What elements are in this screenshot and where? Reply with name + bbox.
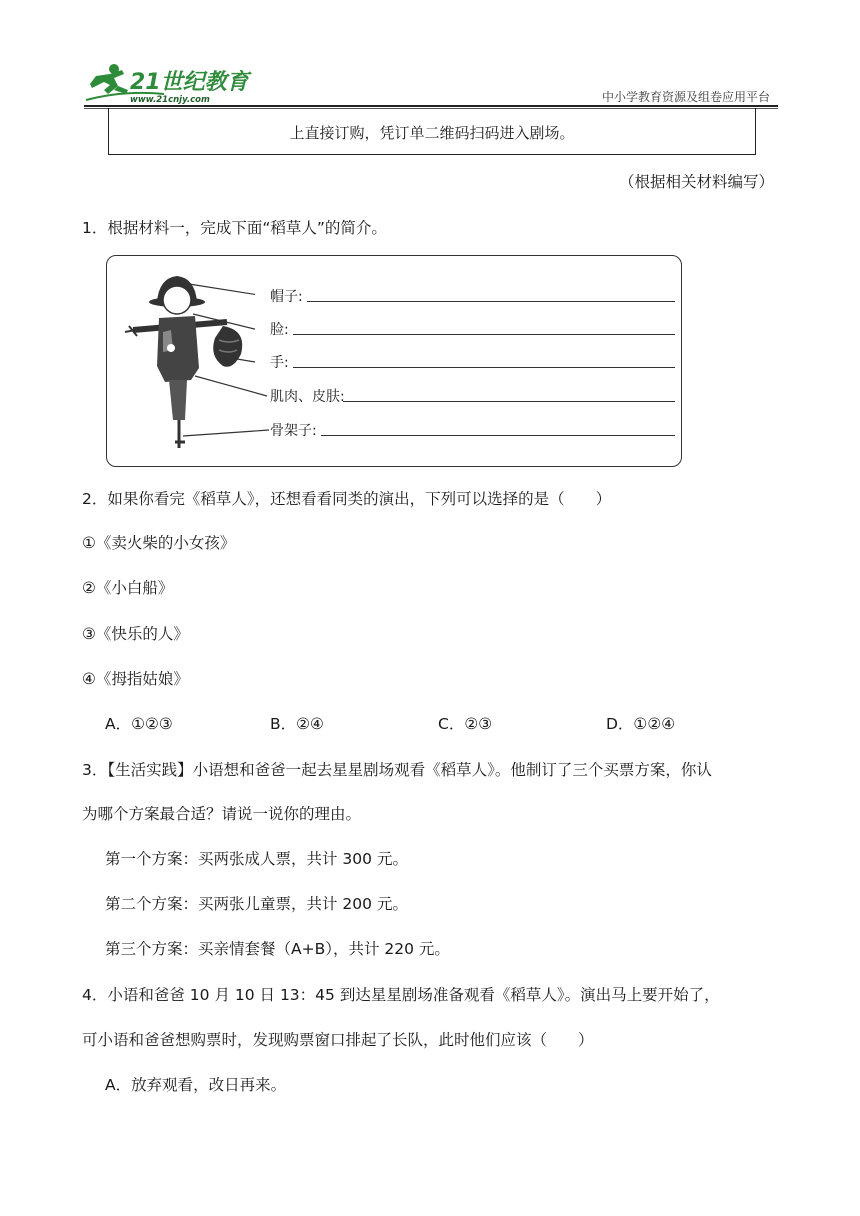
material-box: 上直接订购，凭订单二维码扫码进入剧场。 [108,108,756,155]
skeleton-blank[interactable] [321,435,675,436]
logo-url: www.21cnjy.com [130,95,210,105]
hand-label: 手: [270,355,289,371]
hand-blank[interactable] [293,367,675,368]
q2-choice-c[interactable]: C．②③ [438,715,493,733]
face-label: 脸: [270,322,289,338]
face-blank[interactable] [293,334,675,335]
pointer-lines [107,256,683,468]
scarecrow-figure [106,255,682,467]
runner-logo-icon [84,60,254,106]
q2-item-3: ③《快乐的人》 [82,625,189,643]
hat-label: 帽子: [270,289,303,305]
q4-option-a[interactable]: A．放弃观看，改日再来。 [105,1076,287,1094]
q2-choice-b[interactable]: B．②④ [270,715,324,733]
skeleton-label: 骨架子: [270,423,317,439]
question-4-line-1: 4．小语和爸爸 10 月 10 日 13：45 到达星星剧场准备观看《稻草人》。演出马上要开始了， [82,986,720,1004]
hat-blank[interactable] [307,301,675,302]
q3-plan-1: 第一个方案：买两张成人票，共计 300 元。 [105,850,408,868]
source-note: （根据相关材料编写） [618,173,774,191]
q2-item-1: ①《卖火柴的小女孩》 [82,534,236,552]
muscle-skin-label: 肌肉、皮肤: [270,389,345,405]
question-1: 1．根据材料一，完成下面“稻草人”的简介。 [82,219,387,237]
platform-name: 中小学教育资源及组卷应用平台 [601,90,770,104]
site-logo [84,60,254,106]
muscle-skin-blank[interactable] [343,401,675,402]
question-2: 2．如果你看完《稻草人》，还想看看同类的演出，下列可以选择的是（ ） [82,490,612,508]
question-4-line-2: 可小语和爸爸想购票时，发现购票窗口排起了长队，此时他们应该（ ） [82,1031,594,1049]
question-3-line-1: 3．【生活实践】小语想和爸爸一起去星星剧场观看《稻草人》。他制订了三个买票方案，你认 [82,761,712,779]
q3-plan-3: 第三个方案：买亲情套餐（A+B），共计 220 元。 [105,940,450,958]
logo-title: 21世纪教育 [130,70,249,95]
q2-choice-a[interactable]: A．①②③ [105,715,173,733]
q3-plan-2: 第二个方案：买两张儿童票，共计 200 元。 [105,895,408,913]
q2-item-2: ②《小白船》 [82,579,174,597]
q2-item-4: ④《拇指姑娘》 [82,670,189,688]
q2-choice-d[interactable]: D．①②④ [606,715,676,733]
question-3-line-2: 为哪个方案最合适？请说一说你的理由。 [82,805,362,823]
header-divider [84,105,778,107]
